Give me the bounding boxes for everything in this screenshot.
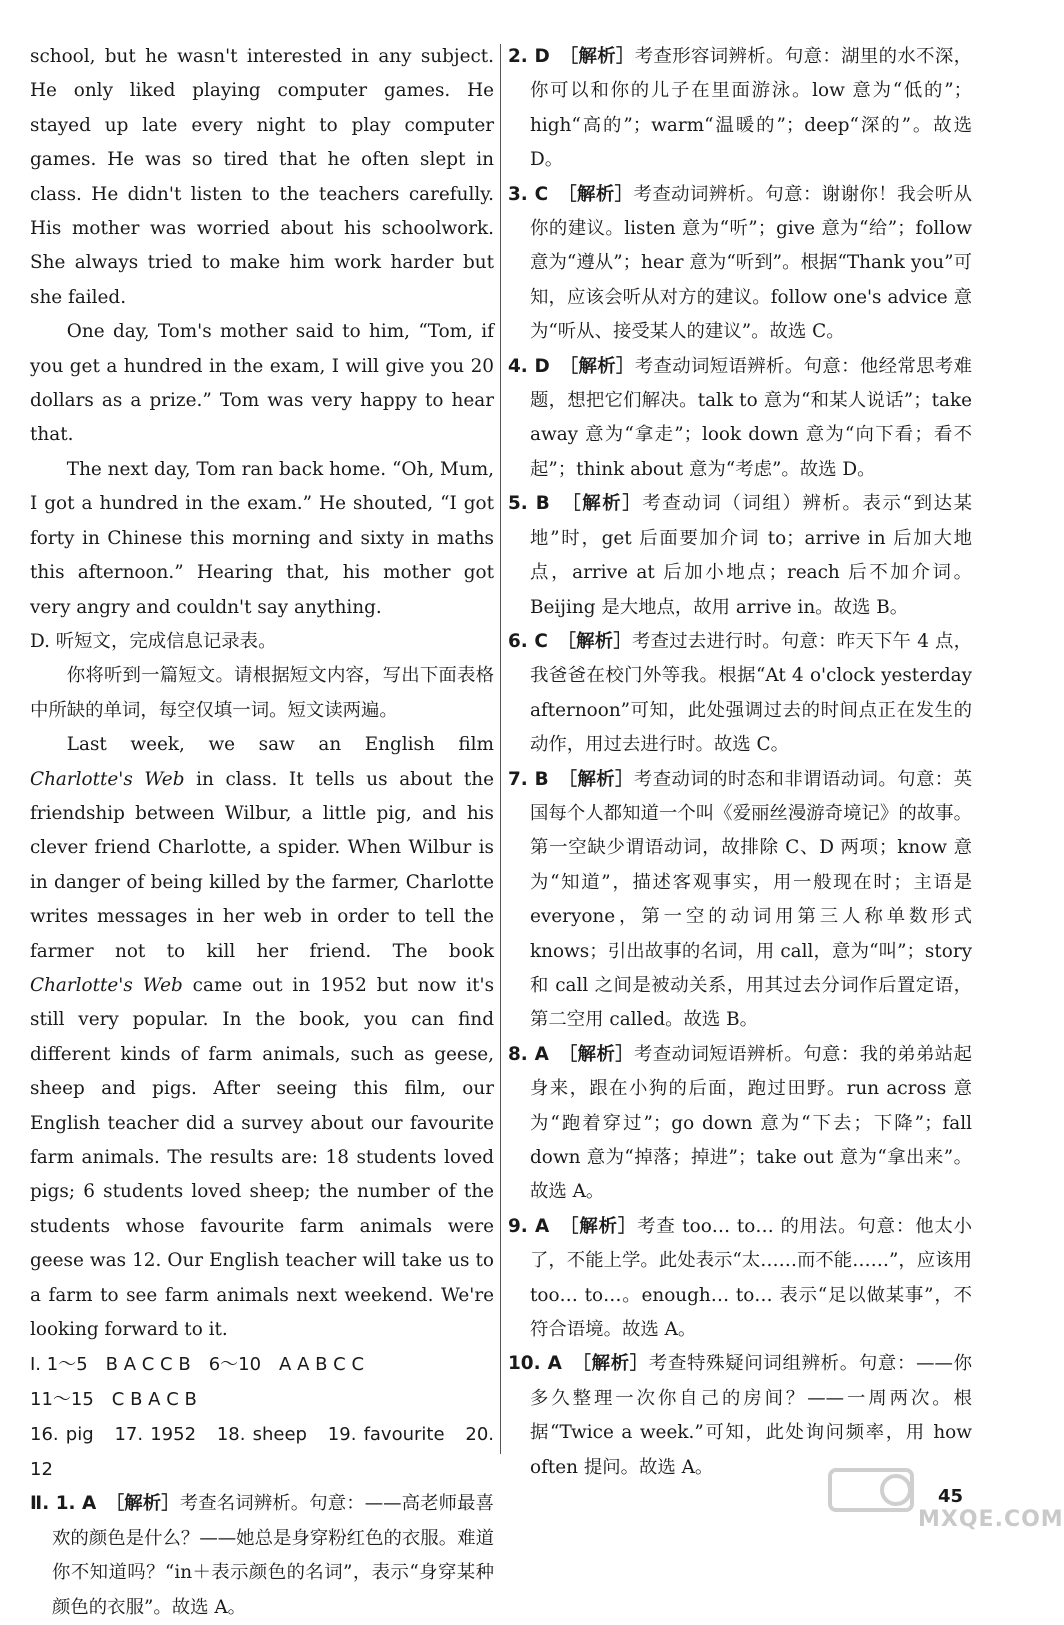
answer-stamp-icon xyxy=(826,1464,916,1530)
analysis-tag: ［解析］ xyxy=(568,46,635,67)
film-title: Charlotte's Web xyxy=(30,768,185,790)
item-number: 6. C xyxy=(508,630,548,652)
item-text: 考查动词的时态和非谓语动词。句意：英国每个人都知道一个叫《爱丽丝漫游奇境记》的故事。第一空缺少谓语动词，故排除 C、D 两项；know 意为“知道”，描述客观事实，用一般现在时；主语是 everyone，第一空的动词用第三人称单数形式 knows；引出故事的名词，用 call，意为“叫”；story 和 call 之间是被动关系，用其过去分词作后置定语，第二空用 called。故选 B。 xyxy=(530,768,972,1031)
item-number: 10. A xyxy=(508,1353,562,1375)
answer-item-6 xyxy=(508,625,972,763)
column-divider xyxy=(500,44,501,1454)
passage-c-paragraph-3: The next day, Tom ran back home. “Oh, Mum, I got a hundred in the exam.” He shouted, “I got forty in Chinese this morning and sixty in maths this afternoon.” Hearing that, his mother got very angry and couldn't say anything. xyxy=(30,458,494,618)
analysis-tag: ［解析］ xyxy=(566,630,632,652)
answer-line-1: Ⅰ. 1～5 B A C C B 6～10 A A B C C xyxy=(30,1354,365,1376)
analysis-tag: ［解析］ xyxy=(568,1043,635,1065)
item-number: 9. A xyxy=(508,1215,550,1237)
item-ii-1 xyxy=(30,1487,494,1625)
item-text: 考查动词辨析。句意：谢谢你！我会听从你的建议。listen 意为“听”；give 意为“给”；follow 意为“遵从”；hear 意为“听到”。根据“Thank you”可知，应该会听从对方的建议。follow one's advice 意为“听从、接受某人的建议”。故选 C。 xyxy=(530,183,972,343)
item-number: 8. A xyxy=(508,1043,549,1065)
passage-d-part-2: in class. It tells us about the friendship between Wilbur, a little pig, and his clever friend Charlotte, a spider. When Wilbur is in danger of being killed by the farmer, Charlotte writes messages in her web in order to tell the farmer not to kill her friend. The book xyxy=(30,768,494,962)
item-text: 考查特殊疑问词组辨析。句意：——你多久整理一次你自己的房间？——一周两次。根据“Twice a week.”可知，此处询问频率，用 how often 提问。故选 A。 xyxy=(530,1353,972,1478)
item-number: 2. D xyxy=(508,46,550,67)
item-number: Ⅱ. 1. A xyxy=(30,1493,97,1515)
passage-d-part-3: came out in 1952 but now it's still very popular. In the book, you can find different kinds of farm animals, such as geese, sheep and pigs. After seeing this film, our English teacher did a survey about our favourite farm animals. The results are: 18 students loved pigs; 6 students loved sheep; the number of the students whose favourite farm animals were geese was 12. Our English teacher will take us to a farm to see farm animals next weekend. We're looking forward to it. xyxy=(30,974,495,1341)
analysis-tag: ［解析］ xyxy=(581,1353,649,1375)
passage-c-paragraph-1: school, but he wasn't interested in any subject. He only liked playing computer games. He stayed up late every night to play computer games. He was so tired that he often slept in class. He didn't listen to the teachers carefully. His mother was worried about his schoolwork. She always tried to make him work harder but she failed. xyxy=(30,46,494,308)
answer-item-9 xyxy=(508,1210,972,1348)
answer-item-3 xyxy=(508,178,972,350)
watermark-text: MXQE.COM xyxy=(918,1507,1064,1532)
section-d-instruction: 你将听到一篇短文。请根据短文内容，写出下面表格中所缺的单词，每空仅填一词。短文读两遍。 xyxy=(30,665,494,721)
passage-d xyxy=(30,728,494,1347)
right-column xyxy=(508,40,972,1485)
left-column xyxy=(30,40,494,1625)
item-text: 考查 too… to… 的用法。句意：他太小了，不能上学。此处表示“太……而不能……”，应该用 too… to…。enough… to… 表示“足以做某事”，不符合语境。故选 A。 xyxy=(530,1215,972,1341)
analysis-tag: ［解析］ xyxy=(569,1215,638,1237)
book-title: Charlotte's Web xyxy=(30,974,183,996)
item-text: 考查动词短语辨析。句意：我的弟弟站起身来，跟在小狗的后面，跑过田野。run across 意为“跑着穿过”；go down 意为“下去；下降”；fall down 意为“掉落；掉进”；take out 意为“拿出来”。故选 A。 xyxy=(530,1043,972,1203)
item-text: 考查动词短语辨析。句意：他经常思考难题，想把它们解决。talk to 意为“和某人说话”；take away 意为“拿走”；look down 意为“向下看；看不起”；think about 意为“考虑”。故选 D。 xyxy=(530,355,972,480)
analysis-tag: ［解析］ xyxy=(567,183,634,205)
item-number: 3. C xyxy=(508,183,549,205)
answer-line-2: 11～15 C B A C B xyxy=(30,1389,197,1411)
answer-item-7 xyxy=(508,763,972,1038)
page-number: 45 xyxy=(938,1486,964,1507)
item-text: 考查过去进行时。句意：昨天下午 4 点，我爸爸在校门外等我。根据“At 4 o'clock yesterday afternoon”可知，此处强调过去的时间点正在发生的动作，用过去进行时。故选 C。 xyxy=(530,630,972,756)
answer-item-4 xyxy=(508,350,972,488)
answer-item-2 xyxy=(508,40,972,178)
item-text: 考查形容词辨析。句意：湖里的水不深，你可以和你的儿子在里面游泳。low 意为“低的”；high“高的”；warm“温暖的”；deep“深的”。故选 D。 xyxy=(530,46,972,171)
analysis-tag: ［解析］ xyxy=(567,768,634,790)
item-number: 4. D xyxy=(508,355,550,377)
section-d-title: D. 听短文，完成信息记录表。 xyxy=(30,630,277,652)
item-text: 考查名词辨析。句意：——高老师最喜欢的颜色是什么？——她总是身穿粉红色的衣服。难道你不知道吗？“in＋表示颜色的名词”，表示“身穿某种颜色的衣服”。故选 A。 xyxy=(52,1493,494,1618)
analysis-tag: ［解析］ xyxy=(568,355,635,377)
answer-line-3: 16. pig 17. 1952 18. sheep 19. favourite 20. 12 xyxy=(30,1424,494,1481)
analysis-tag: ［解析］ xyxy=(114,1493,180,1515)
passage-d-part-1: Last week, we saw an English film xyxy=(66,734,494,756)
watermark xyxy=(826,1464,1064,1534)
answer-item-5 xyxy=(508,487,972,625)
item-number: 7. B xyxy=(508,768,549,790)
analysis-tag: ［解析］ xyxy=(571,493,643,515)
item-text: 考查动词（词组）辨析。表示“到达某地”时，get 后面要加介词 to；arrive in 后加大地点，arrive at 后加小地点；reach 后不加介词。Beijing 是大地点，故用 arrive in。故选 B。 xyxy=(530,493,972,618)
item-number: 5. B xyxy=(508,493,550,515)
passage-c-paragraph-2: One day, Tom's mother said to him, “Tom, if you get a hundred in the exam, I will give you 20 dollars as a prize.” Tom was very happy to hear that. xyxy=(30,321,494,446)
answer-item-8 xyxy=(508,1038,972,1210)
